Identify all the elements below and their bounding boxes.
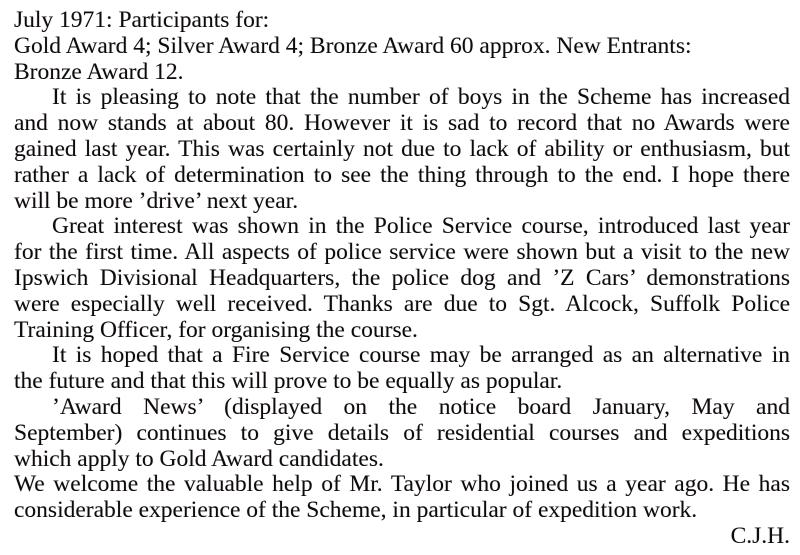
- paragraph-line: the future and that this will prove to be equally as popular.: [14, 368, 563, 395]
- paragraph-line: which apply to Gold Award candidates.: [14, 445, 384, 472]
- paragraph-line: considerable experience of the Scheme, in particular of expedition work.: [14, 497, 698, 524]
- paragraph-line: were especially well received. Thanks are due to Sgt. Alcock, Suffolk Police: [14, 290, 790, 317]
- paragraph-line: Great interest was shown in the Police Service course, introduced last year: [52, 213, 790, 240]
- paragraph-line: It is hoped that a Fire Service course may be arranged as an alternative in: [52, 342, 790, 369]
- paragraph-line: September) continues to give details of residential courses and expeditions: [14, 419, 790, 446]
- signature-initials: C.J.H.: [730, 522, 790, 549]
- header-line: Bronze Award 12.: [14, 58, 184, 85]
- paragraph-line: ’Award News’ (displayed on the notice board January, May and: [52, 393, 790, 420]
- header-line: Gold Award 4; Silver Award 4; Bronze Award 60 approx. New Entrants:: [14, 32, 692, 59]
- paragraph-line: Training Officer, for organising the course.: [14, 316, 418, 343]
- paragraph-line: We welcome the valuable help of Mr. Taylor who joined us a year ago. He has: [14, 471, 790, 498]
- paragraph-line: rather a lack of determination to see the thing through to the end. I hope there: [14, 161, 790, 188]
- header-line: July 1971: Participants for:: [14, 7, 270, 33]
- paragraph-line: for the first time. All aspects of police service were shown but a visit to the new: [14, 239, 790, 266]
- paragraph-line: Ipswich Divisional Headquarters, the police dog and ’Z Cars’ demonstrations: [14, 264, 790, 291]
- paragraph-line: gained last year. This was certainly not due to lack of ability or enthusiasm, but: [14, 135, 790, 162]
- paragraph-line: It is pleasing to note that the number of boys in the Scheme has increased: [52, 84, 790, 111]
- paragraph-line: and now stands at about 80. However it is sad to record that no Awards were: [14, 110, 790, 137]
- paragraph-line: will be more ’drive’ next year.: [14, 187, 299, 214]
